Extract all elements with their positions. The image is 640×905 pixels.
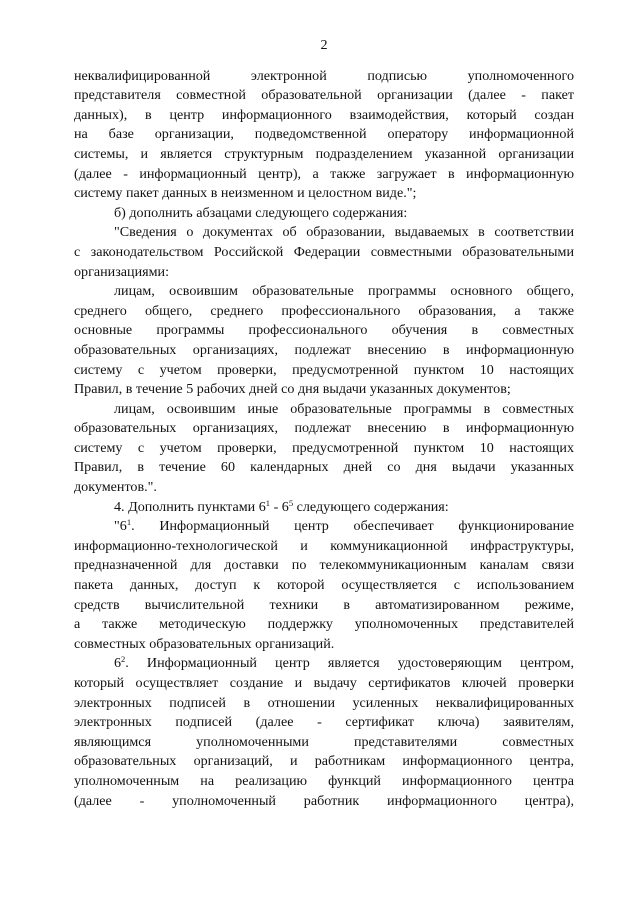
text-line: Правил, в течение 5 рабочих дней со дня выдачи указанных документов; xyxy=(74,381,511,398)
text-line: предназначенной для доставки по телекоммуникационным каналам связи xyxy=(74,557,574,574)
text-line: представителя совместной образовательной организации (далее - пакет xyxy=(74,87,574,104)
text-line: электронных подписей (далее - сертификат ключа) заявителям, xyxy=(74,714,574,731)
text-line: "$6^1$. Информационный центр обеспечивает функционирование xyxy=(114,517,574,535)
text-line: уполномоченным на реализацию функций информационного центра xyxy=(74,772,574,789)
text-line: систему с учетом проверки, предусмотренной пунктом 10 настоящих xyxy=(74,361,574,378)
text-line: который осуществляет создание и выдачу сертификатов ключей проверки xyxy=(74,675,574,691)
text-line: Правил, в течение 60 календарных дней со дня выдачи указанных xyxy=(74,459,574,476)
text-line: систему с учетом проверки, предусмотренной пунктом 10 настоящих xyxy=(74,439,574,456)
paragraph-b xyxy=(74,204,574,224)
text-line: лицам, освоившим образовательные программы основного общего, xyxy=(114,283,574,300)
text-line: электронных подписей в отношении усиленных неквалифицированных xyxy=(74,694,574,711)
paragraph-item-6-2 xyxy=(74,654,574,811)
paragraph-item-6-1 xyxy=(74,517,574,654)
text-line: (далее - информационный центр), а также загружает в информационную xyxy=(74,165,574,182)
paragraph-other-programs xyxy=(74,400,574,498)
text-line: образовательных организаций, и работникам информационного центра, xyxy=(74,753,574,770)
text-line: с законодательством Российской Федерации совместными образовательными xyxy=(74,243,574,260)
text-line: документов.". xyxy=(74,479,157,496)
text-line: систему пакет данных в неизменном и целостном виде."; xyxy=(74,185,417,202)
text-line: средств вычислительной техники в автоматизированном режиме, xyxy=(74,596,574,613)
text-line: совместных образовательных организаций. xyxy=(74,635,335,652)
paragraph-documents-info xyxy=(74,223,574,282)
text-line: неквалифицированной электронной подписью уполномоченного xyxy=(74,67,574,84)
text-line: 4. Дополнить пунктами $6^1 - 6^5$ следующего содержания: xyxy=(114,497,449,515)
text-line: $6^2$. Информационный центр является удостоверяющим центром, xyxy=(114,654,574,672)
text-line: образовательных организациях, подлежат внесению в информационную xyxy=(74,420,574,437)
paragraph-item-4 xyxy=(74,498,574,518)
text-line: образовательных организациях, подлежат внесению в информационную xyxy=(74,341,574,358)
text-line: данных), в центр информационного взаимодействия, который создан xyxy=(74,106,574,123)
text-line: б) дополнить абзацами следующего содержания: xyxy=(114,204,408,221)
text-line: информационно-технологической и коммуникационной инфраструктуры, xyxy=(74,537,574,554)
text-line: среднего общего, среднего профессионального образования, а также xyxy=(74,302,574,319)
page-number: 2 xyxy=(320,37,328,53)
text-line: основные программы профессионального обучения в совместных xyxy=(74,322,574,339)
text-line: (далее - уполномоченный работник информационного центра), xyxy=(74,792,574,809)
paragraph-continuation xyxy=(74,67,574,204)
text-line: системы, и является структурным подразделением указанной организации xyxy=(74,145,574,162)
text-line: а также методическую поддержку уполномоченных представителей xyxy=(74,616,574,633)
text-line: на базе организации, подведомственной оператору информационной xyxy=(74,126,574,143)
text-line: организациями: xyxy=(74,263,169,280)
text-line: "Сведения о документах об образовании, выдаваемых в соответствии xyxy=(114,224,574,241)
text-line: пакета данных, доступ к которой осуществляется с использованием xyxy=(74,577,574,594)
text-line: лицам, освоившим иные образовательные программы в совместных xyxy=(114,400,574,417)
paragraph-basic-programs xyxy=(74,282,574,400)
text-line: являющимся уполномоченными представителями совместных xyxy=(74,733,574,750)
